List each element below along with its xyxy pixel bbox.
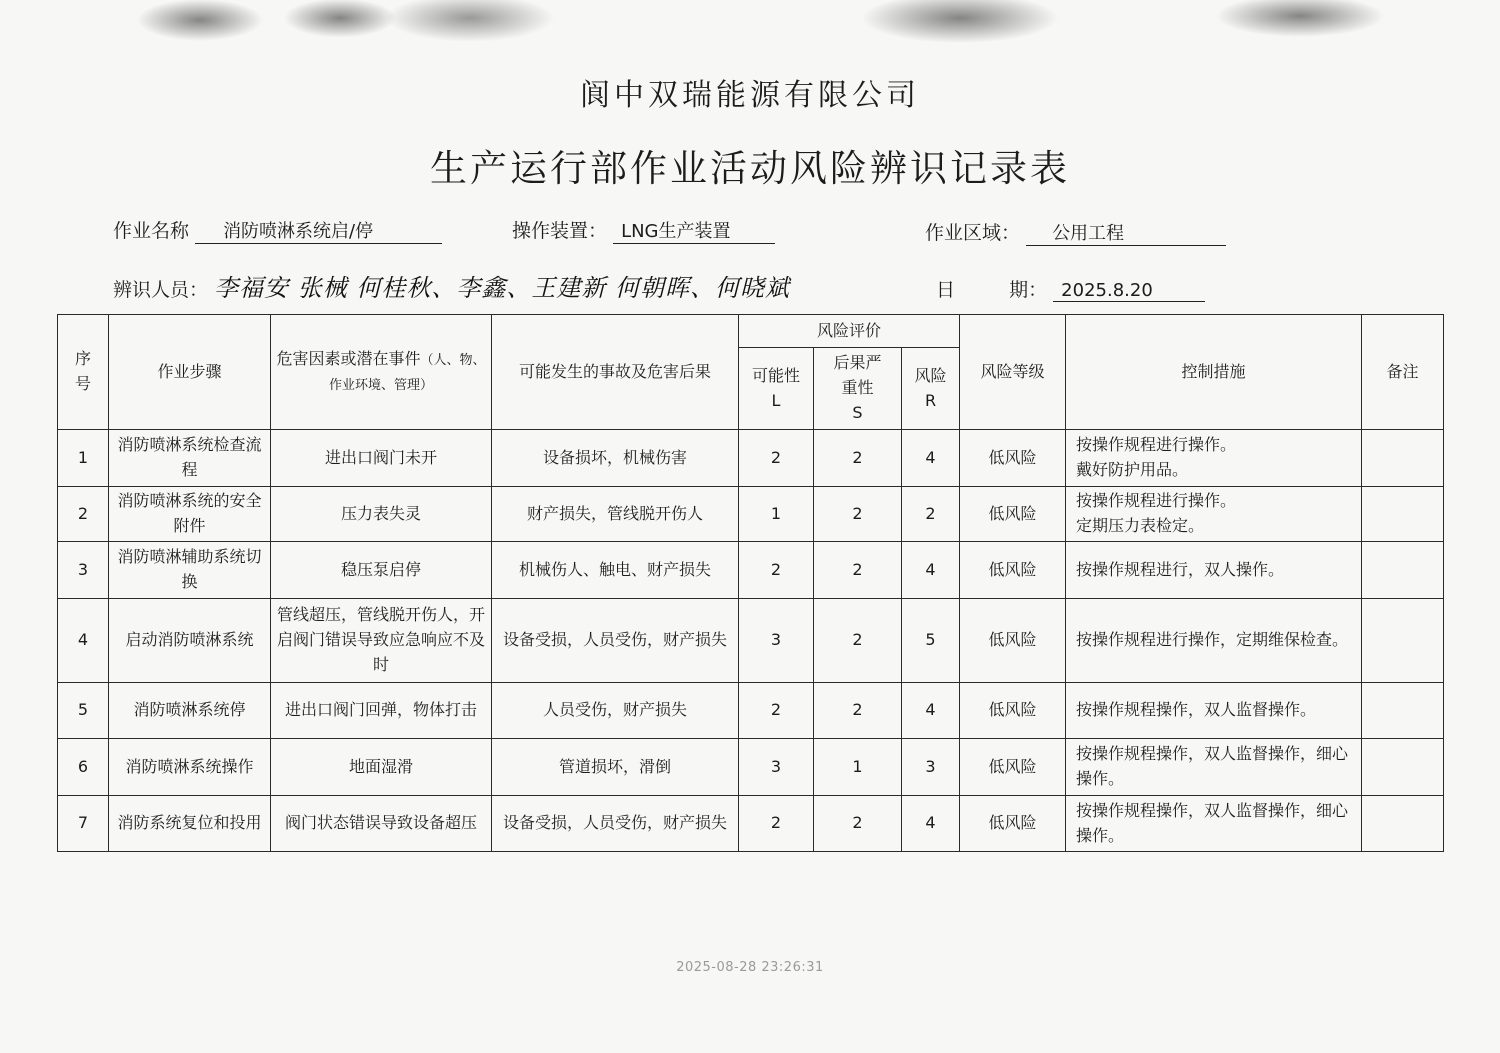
header-step: 作业步骤 bbox=[109, 315, 271, 430]
cell-control: 按操作规程操作，双人监督操作，细心操作。 bbox=[1066, 796, 1362, 852]
cell-consequence: 设备损坏，机械伤害 bbox=[492, 430, 739, 487]
scan-timestamp: 2025-08-28 23:26:31 bbox=[676, 960, 824, 975]
area-value: 公用工程 bbox=[1026, 219, 1226, 246]
job-name-label: 作业名称 bbox=[113, 220, 190, 242]
cell-risk: 3 bbox=[902, 739, 960, 796]
cell-seq: 4 bbox=[58, 599, 109, 683]
cell-remark bbox=[1362, 796, 1444, 852]
table-row bbox=[58, 683, 1444, 739]
document-title: 生产运行部作业活动风险辨识记录表 bbox=[430, 147, 1070, 190]
cell-seq: 3 bbox=[58, 542, 109, 599]
cell-level: 低风险 bbox=[960, 796, 1066, 852]
cell-likelihood: 3 bbox=[739, 599, 814, 683]
risk-table-body bbox=[58, 430, 1444, 852]
identifier-label: 辨识人员： bbox=[113, 279, 209, 301]
header-hazard-main: 危害因素或潜在事件 bbox=[276, 349, 421, 369]
cell-likelihood: 2 bbox=[739, 683, 814, 739]
cell-severity: 2 bbox=[814, 542, 902, 599]
cell-risk: 2 bbox=[902, 487, 960, 542]
date-field bbox=[936, 275, 1205, 302]
cell-remark bbox=[1362, 430, 1444, 487]
job-name-value: 消防喷淋系统启/停 bbox=[195, 217, 442, 244]
header-hazard bbox=[271, 315, 492, 430]
cell-likelihood: 2 bbox=[739, 430, 814, 487]
device-value: LNG生产装置 bbox=[613, 217, 775, 244]
cell-step: 消防喷淋系统检查流程 bbox=[109, 430, 271, 487]
cell-level: 低风险 bbox=[960, 430, 1066, 487]
header-likelihood-label: 可能性 bbox=[751, 365, 800, 385]
cell-seq: 2 bbox=[58, 487, 109, 542]
cell-remark bbox=[1362, 542, 1444, 599]
device-field bbox=[512, 216, 775, 244]
cell-risk: 4 bbox=[902, 430, 960, 487]
cell-severity: 2 bbox=[814, 430, 902, 487]
scan-edge-artifact bbox=[0, 0, 1500, 70]
cell-level: 低风险 bbox=[960, 599, 1066, 683]
cell-hazard: 进出口阀门未开 bbox=[271, 430, 492, 487]
header-remark: 备注 bbox=[1362, 315, 1444, 430]
cell-seq: 1 bbox=[58, 430, 109, 487]
table-row bbox=[58, 487, 1444, 542]
header-level: 风险等级 bbox=[960, 315, 1066, 430]
cell-remark bbox=[1362, 739, 1444, 796]
table-row bbox=[58, 542, 1444, 599]
cell-consequence: 设备受损，人员受伤，财产损失 bbox=[492, 796, 739, 852]
cell-severity: 2 bbox=[814, 683, 902, 739]
cell-step: 消防喷淋系统的安全附件 bbox=[109, 487, 271, 542]
area-label: 作业区域： bbox=[925, 222, 1021, 244]
cell-remark bbox=[1362, 487, 1444, 542]
cell-risk: 5 bbox=[902, 599, 960, 683]
cell-level: 低风险 bbox=[960, 683, 1066, 739]
cell-step: 消防喷淋辅助系统切换 bbox=[109, 542, 271, 599]
cell-risk: 4 bbox=[902, 796, 960, 852]
device-label: 操作装置： bbox=[512, 220, 608, 242]
cell-hazard: 压力表失灵 bbox=[271, 487, 492, 542]
cell-likelihood: 2 bbox=[739, 796, 814, 852]
cell-seq: 5 bbox=[58, 683, 109, 739]
cell-consequence: 财产损失，管线脱开伤人 bbox=[492, 487, 739, 542]
cell-level: 低风险 bbox=[960, 739, 1066, 796]
cell-hazard: 进出口阀门回弹，物体打击 bbox=[271, 683, 492, 739]
cell-hazard: 稳压泵启停 bbox=[271, 542, 492, 599]
job-name-field bbox=[113, 216, 442, 244]
cell-level: 低风险 bbox=[960, 542, 1066, 599]
table-row bbox=[58, 430, 1444, 487]
header-seq: 序号 bbox=[58, 315, 109, 430]
cell-step: 消防喷淋系统停 bbox=[109, 683, 271, 739]
date-label-1: 日 bbox=[936, 279, 956, 301]
cell-step: 消防喷淋系统操作 bbox=[109, 739, 271, 796]
cell-seq: 7 bbox=[58, 796, 109, 852]
date-value: 2025.8.20 bbox=[1053, 280, 1205, 302]
cell-level: 低风险 bbox=[960, 487, 1066, 542]
header-likelihood-code: L bbox=[771, 390, 781, 410]
identifier-field bbox=[113, 268, 790, 303]
cell-consequence: 设备受损，人员受伤，财产损失 bbox=[492, 599, 739, 683]
cell-control: 按操作规程进行操作，定期维保检查。 bbox=[1066, 599, 1362, 683]
cell-severity: 2 bbox=[814, 599, 902, 683]
cell-control: 按操作规程进行操作。 戴好防护用品。 bbox=[1066, 430, 1362, 487]
cell-control: 按操作规程进行，双人操作。 bbox=[1066, 542, 1362, 599]
header-risk-eval: 风险评价 bbox=[739, 315, 960, 348]
cell-likelihood: 1 bbox=[739, 487, 814, 542]
header-consequence: 可能发生的事故及危害后果 bbox=[492, 315, 739, 430]
cell-risk: 4 bbox=[902, 542, 960, 599]
header-hazard-sub: （人、物、作业环境、管理） bbox=[328, 353, 486, 393]
cell-step: 消防系统复位和投用 bbox=[109, 796, 271, 852]
identifier-signatures: 李福安 张械 何桂秋、李鑫、王建新 何朝晖、何晓斌 bbox=[214, 274, 790, 302]
cell-hazard: 地面湿滑 bbox=[271, 739, 492, 796]
cell-likelihood: 2 bbox=[739, 542, 814, 599]
cell-seq: 6 bbox=[58, 739, 109, 796]
cell-severity: 1 bbox=[814, 739, 902, 796]
header-severity-code: S bbox=[852, 402, 863, 422]
cell-step: 启动消防喷淋系统 bbox=[109, 599, 271, 683]
cell-consequence: 管道损坏，滑倒 bbox=[492, 739, 739, 796]
header-risk-label: 风险 bbox=[914, 365, 947, 385]
cell-risk: 4 bbox=[902, 683, 960, 739]
area-field bbox=[925, 218, 1226, 246]
cell-severity: 2 bbox=[814, 487, 902, 542]
cell-likelihood: 3 bbox=[739, 739, 814, 796]
cell-severity: 2 bbox=[814, 796, 902, 852]
header-risk bbox=[902, 348, 960, 430]
header-severity bbox=[814, 348, 902, 430]
cell-hazard: 管线超压，管线脱开伤人，开启阀门错误导致应急响应不及时 bbox=[271, 599, 492, 683]
cell-consequence: 机械伤人、触电、财产损失 bbox=[492, 542, 739, 599]
cell-consequence: 人员受伤，财产损失 bbox=[492, 683, 739, 739]
cell-control: 按操作规程操作，双人监督操作。 bbox=[1066, 683, 1362, 739]
header-severity-line2: 重性 bbox=[841, 378, 874, 398]
date-label-2: 期： bbox=[1009, 279, 1048, 301]
header-control: 控制措施 bbox=[1066, 315, 1362, 430]
company-name: 阆中双瑞能源有限公司 bbox=[580, 78, 920, 113]
header-risk-code: R bbox=[924, 390, 937, 410]
header-likelihood bbox=[739, 348, 814, 430]
cell-hazard: 阀门状态错误导致设备超压 bbox=[271, 796, 492, 852]
table-row bbox=[58, 796, 1444, 852]
risk-table bbox=[57, 314, 1444, 852]
cell-control: 按操作规程操作，双人监督操作，细心操作。 bbox=[1066, 739, 1362, 796]
header-severity-line1: 后果严 bbox=[833, 353, 882, 373]
cell-remark bbox=[1362, 599, 1444, 683]
cell-control: 按操作规程进行操作。 定期压力表检定。 bbox=[1066, 487, 1362, 542]
table-row bbox=[58, 739, 1444, 796]
cell-remark bbox=[1362, 683, 1444, 739]
table-row bbox=[58, 599, 1444, 683]
